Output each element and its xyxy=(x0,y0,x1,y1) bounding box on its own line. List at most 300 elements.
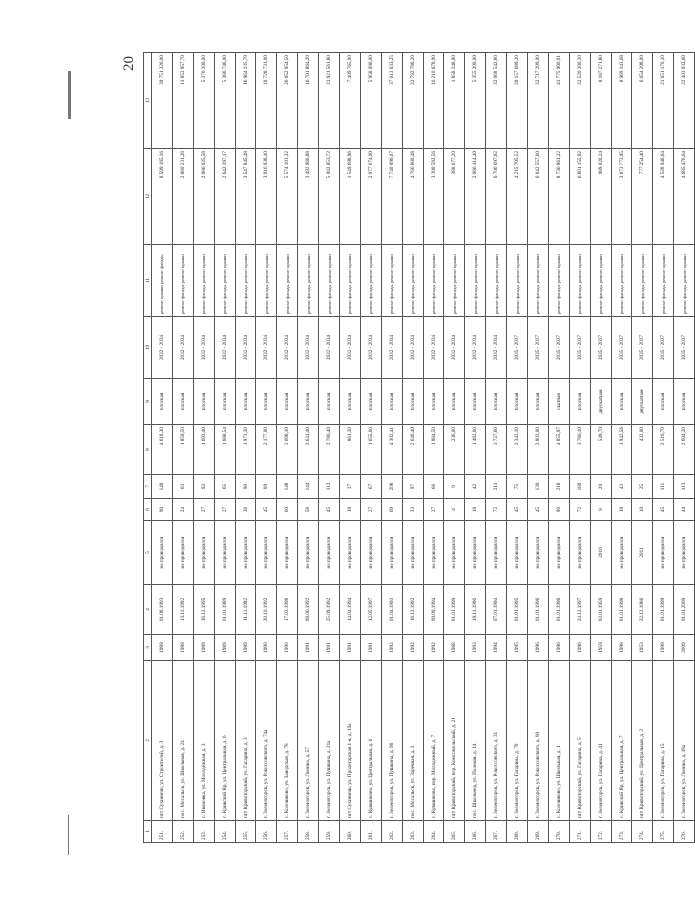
table-cell: ремонт фасада, ремонт крыши xyxy=(256,245,277,317)
table-cell: 41 775 900,91 xyxy=(548,53,569,149)
table-cell: ремонт фасада, ремонт крыши xyxy=(381,245,402,317)
table-cell: 861,30 xyxy=(340,425,361,475)
table-cell: 4 618,30 xyxy=(152,425,173,475)
table-cell: пос. Мосальск, ул. Заречная, д. 3 xyxy=(402,661,423,821)
rotated-content xyxy=(121,53,688,843)
table-cell: плоская xyxy=(486,379,507,425)
table-cell: ремонт фасада, ремонт крыши xyxy=(340,245,361,317)
table-cell: 16 964 235,70 xyxy=(235,53,256,149)
table-cell: ремонт фасада, ремонт крыши xyxy=(674,245,695,317)
table-cell: не проводился xyxy=(235,521,256,585)
table-cell: 2 343,10 xyxy=(507,425,528,475)
table-cell: плоская xyxy=(319,379,340,425)
table-cell: 26 652 954,50 xyxy=(277,53,298,149)
table-cell: 2 977 674,00 xyxy=(360,149,381,245)
table-cell: 2032 - 2034 xyxy=(152,317,173,379)
table-cell: двускатная xyxy=(632,379,653,425)
table-cell: 254. xyxy=(214,821,235,843)
table-cell: плоская xyxy=(256,379,277,425)
table-cell: 5 355 200,00 xyxy=(465,53,486,149)
table-cell: ремонт фасада, ремонт крыши xyxy=(277,245,298,317)
table-cell: 2035 - 2037 xyxy=(548,317,569,379)
table-cell: 1991 xyxy=(360,635,381,661)
table-cell: 2035 - 2037 xyxy=(674,317,695,379)
table-cell: 45 xyxy=(507,499,528,521)
table-cell: 211 xyxy=(486,475,507,499)
table-cell: 265. xyxy=(444,821,465,843)
table-cell: 27 xyxy=(423,499,444,521)
table-cell: ремонт фасада, ремонт крыши xyxy=(653,245,674,317)
table-body xyxy=(152,53,695,843)
table-cell: 1996 xyxy=(569,635,590,661)
table-cell: 22 792 788,20 xyxy=(402,53,423,149)
margin-mark-bottom xyxy=(68,815,69,855)
table-cell: 266. xyxy=(465,821,486,843)
table-cell: 275. xyxy=(653,821,674,843)
table-cell: 19.11.1996 xyxy=(465,585,486,635)
table-cell: не проводился xyxy=(423,521,444,585)
table-cell: 269. xyxy=(528,821,549,843)
table-cell: 5 376 200,00 xyxy=(193,53,214,149)
table-cell: плоская xyxy=(214,379,235,425)
table-cell: 1991 xyxy=(340,635,361,661)
table-cell: 7 740 896,07 xyxy=(381,149,402,245)
table-cell: 6 842 557,60 xyxy=(528,149,549,245)
table-cell: г. Зеленогорск, ул. Рокоссовского, д. 80 xyxy=(528,661,549,821)
margin-mark-top xyxy=(68,71,71,119)
table-cell: плоская xyxy=(152,379,173,425)
table-cell: 218 xyxy=(548,475,569,499)
table-cell: 5 002 853,72 xyxy=(319,149,340,245)
column-header-10: 10 xyxy=(144,317,152,379)
table-cell: 01.01.1995 xyxy=(507,585,528,635)
table-cell: пгт Кривоторский, пер. Комсомольский, д. 21 xyxy=(444,661,465,821)
table-cell: 32 520 200,30 xyxy=(569,53,590,149)
table-cell: 2 642 397,17 xyxy=(214,149,235,245)
table-cell: 2010 xyxy=(590,521,611,585)
table-cell: г. Зеленогорск, ул. Пушкина, д. 21а xyxy=(319,661,340,821)
table-cell: 1993 xyxy=(465,635,486,661)
table-cell: 3 390 592,56 xyxy=(423,149,444,245)
table-row xyxy=(632,53,653,843)
table-cell: 2011 xyxy=(632,521,653,585)
table-cell: 1 482,00 xyxy=(465,425,486,475)
table-cell: 44 xyxy=(674,499,695,521)
table-cell: 1 549 698,96 xyxy=(340,149,361,245)
table-cell: 16.12.1992 xyxy=(402,585,423,635)
table-cell: 4 215 705,52 xyxy=(507,149,528,245)
table-row xyxy=(674,53,695,843)
table-cell: плоская xyxy=(381,379,402,425)
table-row xyxy=(172,53,193,843)
table-row xyxy=(611,53,632,843)
table-cell: 4 528 046,64 xyxy=(653,149,674,245)
table-cell: 97 xyxy=(402,475,423,499)
table-cell: 1 942,56 xyxy=(611,425,632,475)
table-cell: 1998 xyxy=(611,635,632,661)
table-cell: плоская xyxy=(444,379,465,425)
table-cell: 11.11.1992 xyxy=(235,585,256,635)
table-cell: 4 855,97 xyxy=(548,425,569,475)
table-cell: 01.08.1993 xyxy=(152,585,173,635)
table-cell: ремонт фасада, ремонт крыши xyxy=(298,245,319,317)
table-cell: 01.01.1999 xyxy=(444,585,465,635)
table-cell: 69 xyxy=(381,499,402,521)
table-cell: 72 xyxy=(486,499,507,521)
table-cell: с. Кувшиново, ул. Центральная, д. 6 xyxy=(360,661,381,821)
table-cell: 7 409 765,00 xyxy=(340,53,361,149)
table-cell: 2032 - 2034 xyxy=(256,317,277,379)
table-cell: не проводился xyxy=(674,521,695,585)
table-cell: 180 xyxy=(569,475,590,499)
table-cell: 1994 xyxy=(486,635,507,661)
table-cell: 2009 xyxy=(674,635,695,661)
table-row xyxy=(340,53,361,843)
table-cell: 58 xyxy=(298,499,319,521)
column-header-1: 1 xyxy=(144,821,152,843)
table-cell: 2 880 231,28 xyxy=(172,149,193,245)
table-cell: 4 685 476,64 xyxy=(674,149,695,245)
table-cell: не проводился xyxy=(465,521,486,585)
table-cell: 24.12.1997 xyxy=(569,585,590,635)
table-cell: 2 604,20 xyxy=(674,425,695,475)
table-cell: 2032 - 2034 xyxy=(214,317,235,379)
table-cell: г. Зеленогорск, ул. Гагарина, д. 15 xyxy=(653,661,674,821)
table-cell: не проводился xyxy=(486,521,507,585)
table-cell: ремонт фасада, ремонт крыши xyxy=(423,245,444,317)
table-cell: 2035 - 2037 xyxy=(569,317,590,379)
table-cell: не проводился xyxy=(319,521,340,585)
table-cell: 257. xyxy=(277,821,298,843)
table-cell: 20 157 689,30 xyxy=(507,53,528,149)
table-cell: ремонт фасада, ремонт крыши xyxy=(632,245,653,317)
table-cell: 1995 xyxy=(507,635,528,661)
table-row xyxy=(298,53,319,843)
column-header-6: 6 xyxy=(144,499,152,521)
table-cell: 144 xyxy=(298,475,319,499)
table-cell: ремонт фасада, ремонт крыши xyxy=(235,245,256,317)
table-cell: г. Зеленогорск, ул. Рокоссовского, д. 74а xyxy=(256,661,277,821)
table-cell: 16 210 678,90 xyxy=(423,53,444,149)
table-cell: не проводился xyxy=(152,521,173,585)
table-cell: 262. xyxy=(381,821,402,843)
table-cell: 1989 xyxy=(172,635,193,661)
table-cell: 549,70 xyxy=(590,425,611,475)
table-row xyxy=(256,53,277,843)
table-cell: 8 599 185,16 xyxy=(152,149,173,245)
table-cell: 42 xyxy=(465,475,486,499)
table-row xyxy=(590,53,611,843)
table-cell: 27 xyxy=(193,499,214,521)
table-cell: 1992 xyxy=(423,635,444,661)
table-cell: 255. xyxy=(235,821,256,843)
table-cell: не проводился xyxy=(548,521,569,585)
table-cell: 03.01.1959 xyxy=(590,585,611,635)
table-row xyxy=(465,53,486,843)
table-cell: 260. xyxy=(340,821,361,843)
table-cell: 3 873 773,95 xyxy=(611,149,632,245)
table-cell: 4 302,41 xyxy=(381,425,402,475)
table-cell: ремонт фасада, ремонт крыши xyxy=(402,245,423,317)
table-cell: 1991 xyxy=(319,635,340,661)
table-cell: 63 xyxy=(172,475,193,499)
table-cell: 09.09.1994 xyxy=(423,585,444,635)
column-header-9: 9 xyxy=(144,379,152,425)
table-cell: 2032 - 2034 xyxy=(193,317,214,379)
table-cell: 45 xyxy=(319,499,340,521)
table-cell: 16.12.1995 xyxy=(193,585,214,635)
table-cell: 1 859,50 xyxy=(172,425,193,475)
table-cell: 1953 xyxy=(632,635,653,661)
table-cell: 5 574 101,32 xyxy=(277,149,298,245)
table-cell: пгт Кривоторский, ул. Гагарина, д. 3 xyxy=(235,661,256,821)
table-cell: 6 706 697,92 xyxy=(486,149,507,245)
table-cell: 3 641,40 xyxy=(298,425,319,475)
table-cell: 4 xyxy=(444,499,465,521)
table-cell: ремонт фасада, ремонт крыши xyxy=(444,245,465,317)
table-cell: 90 xyxy=(235,475,256,499)
table-cell: не проводился xyxy=(444,521,465,585)
table-cell: 2032 - 2034 xyxy=(486,317,507,379)
table-cell: 2035 - 2037 xyxy=(611,317,632,379)
table-cell: 6 801 155,92 xyxy=(569,149,590,245)
table-cell: с. Кувшиново, пер. Молодежный, д. 7 xyxy=(423,661,444,821)
table-cell: 1 973,30 xyxy=(235,425,256,475)
table-cell: 2035 - 2037 xyxy=(653,317,674,379)
table-cell: 148 xyxy=(277,475,298,499)
table-cell: плоская xyxy=(298,379,319,425)
table-cell: не проводился xyxy=(214,521,235,585)
table-cell: с. Кривской Яр, ул. Центральная, д. 7 xyxy=(611,661,632,821)
table-cell: плоская xyxy=(235,379,256,425)
column-header-4: 4 xyxy=(144,585,152,635)
table-cell: ремонт фасада, ремонт крыши xyxy=(360,245,381,317)
table-cell: 2032 - 2034 xyxy=(298,317,319,379)
table-cell: 130 xyxy=(528,475,549,499)
table-row xyxy=(486,53,507,843)
table-cell: не проводился xyxy=(340,521,361,585)
table-cell: 1991 xyxy=(298,635,319,661)
table-cell: г. Зеленогорск, ул. Ленина, д. 57 xyxy=(298,661,319,821)
table-cell: 67 xyxy=(360,475,381,499)
table-cell: 22 403 932,60 xyxy=(674,53,695,149)
table-cell: плоская xyxy=(674,379,695,425)
table-cell: с. Ивановка, ул. Молодёжная, д. 3 xyxy=(193,661,214,821)
table-cell: 777 254,40 xyxy=(632,149,653,245)
table-cell: 149 xyxy=(152,475,173,499)
table-cell: 18 xyxy=(611,499,632,521)
table-cell: 1996 xyxy=(528,635,549,661)
table-cell: 1 692,40 xyxy=(193,425,214,475)
table-cell: 18 728 731,00 xyxy=(256,53,277,149)
table-row xyxy=(235,53,256,843)
table-cell: 45 xyxy=(256,499,277,521)
table-cell: ремонт фасада, ремонт крыши xyxy=(465,245,486,317)
table-cell: плоская xyxy=(340,379,361,425)
table-cell: ремонт фасада, ремонт крыши xyxy=(590,245,611,317)
table-cell: 1992 xyxy=(381,635,402,661)
table-row xyxy=(653,53,674,843)
table-cell: 60 xyxy=(277,499,298,521)
table-cell: 1 668,54 xyxy=(214,425,235,475)
table-cell: 72 xyxy=(569,499,590,521)
table-cell: 272. xyxy=(590,821,611,843)
table-cell: 25 xyxy=(632,475,653,499)
table-cell: 1999 xyxy=(653,635,674,661)
table-cell: 261. xyxy=(360,821,381,843)
table-cell: пгт Кривоторский, ул. Центральная, д. 2 xyxy=(632,661,653,821)
table-cell: 6 654 298,00 xyxy=(632,53,653,149)
table-row xyxy=(507,53,528,843)
table-cell: 253. xyxy=(193,821,214,843)
table-row xyxy=(569,53,590,843)
table-cell: не проводился xyxy=(381,521,402,585)
table-cell: 2032 - 2034 xyxy=(172,317,193,379)
table-cell: 2 666 414,40 xyxy=(465,149,486,245)
table-cell: 32 717 209,00 xyxy=(528,53,549,149)
table-cell: не проводился xyxy=(256,521,277,585)
table-row xyxy=(444,53,465,843)
table-cell: ремонт фасада, ремонт крыши xyxy=(611,245,632,317)
table-cell: 8 187 271,80 xyxy=(590,53,611,149)
table-cell: пгт Сухиничи, ул. Пролетарская 1-я, д. 10а xyxy=(340,661,361,821)
table-cell: 39 751 226,90 xyxy=(152,53,173,149)
table-row xyxy=(381,53,402,843)
table-cell: не проводился xyxy=(528,521,549,585)
table-cell: 251. xyxy=(152,821,173,843)
table-cell: 75 xyxy=(507,475,528,499)
table-row xyxy=(360,53,381,843)
table-cell: не проводился xyxy=(277,521,298,585)
table-cell: плоская xyxy=(528,379,549,425)
table-cell: г. Зеленогорск, ул. Гагарина, д. 41 xyxy=(590,661,611,821)
table-cell: ремонт крыши ремонт фасада, xyxy=(152,245,173,317)
column-header-12: 12 xyxy=(144,149,152,245)
table-cell: 388 677,20 xyxy=(444,149,465,245)
table-cell: 66 xyxy=(423,475,444,499)
table-cell: 1959 xyxy=(590,635,611,661)
table-cell: 1 884,50 xyxy=(423,425,444,475)
table-cell: 5 958 096,00 xyxy=(360,53,381,149)
table-cell: 18 xyxy=(340,499,361,521)
table-cell: 270. xyxy=(548,821,569,843)
table-cell: 13.11.1992 xyxy=(172,585,193,635)
table-cell: 1990 xyxy=(277,635,298,661)
table-cell: 2032 - 2034 xyxy=(381,317,402,379)
housing-repair-table xyxy=(143,52,695,843)
table-cell: 2032 - 2034 xyxy=(465,317,486,379)
table-cell: 1 858 248,00 xyxy=(444,53,465,149)
table-cell: ремонт фасада, ремонт крыши xyxy=(528,245,549,317)
table-cell: 2 886 625,58 xyxy=(193,149,214,245)
table-cell: 1 655,00 xyxy=(360,425,381,475)
table-cell: 2032 - 2034 xyxy=(277,317,298,379)
table-row xyxy=(423,53,444,843)
table-cell: 07.01.1994 xyxy=(486,585,507,635)
table-cell: 3 547 845,48 xyxy=(235,149,256,245)
table-cell: плоская xyxy=(611,379,632,425)
table-cell: не проводился xyxy=(298,521,319,585)
table-row xyxy=(528,53,549,843)
table-cell: с. Колошково, ул. Школьная, д. 1 xyxy=(548,661,569,821)
table-cell: 258. xyxy=(298,821,319,843)
table-cell: 01.01.1999 xyxy=(653,585,674,635)
table-cell: 4 766 800,48 xyxy=(402,149,423,245)
table-cell: 65 xyxy=(214,475,235,499)
table-cell: 90 xyxy=(548,499,569,521)
table-cell: плоская xyxy=(423,379,444,425)
table-cell: 2 786,40 xyxy=(319,425,340,475)
page-number: 20 xyxy=(121,56,137,71)
table-cell: 36 xyxy=(235,499,256,521)
table-cell: 09.06.1992 xyxy=(298,585,319,635)
table-cell: 01.01.1996 xyxy=(548,585,569,635)
table-cell: не проводился xyxy=(569,521,590,585)
table-cell: 90 xyxy=(152,499,173,521)
table-cell: 45 xyxy=(653,499,674,521)
table-cell: 264. xyxy=(423,821,444,843)
table-cell: 2032 - 2034 xyxy=(444,317,465,379)
table-cell: 1989 xyxy=(235,635,256,661)
table-row xyxy=(319,53,340,843)
table-cell: не проводился xyxy=(507,521,528,585)
table-cell: 208 xyxy=(381,475,402,499)
table-cell: 989 020,24 xyxy=(590,149,611,245)
table-cell: 1989 xyxy=(214,635,235,661)
table-row xyxy=(193,53,214,843)
table-cell: плоская xyxy=(402,379,423,425)
table-cell: пгт Кривоторский, ул. Гагарина, д. 5 xyxy=(569,661,590,821)
table-row xyxy=(277,53,298,843)
table-cell: 2032 - 2034 xyxy=(423,317,444,379)
table-cell: 01.04.1993 xyxy=(381,585,402,635)
table-cell: 1990 xyxy=(256,635,277,661)
header-row xyxy=(144,53,152,843)
table-cell: 1989 xyxy=(152,635,173,661)
table-cell: 01.01.1998 xyxy=(611,585,632,635)
table-cell: не проводился xyxy=(193,521,214,585)
table-cell: 01.01.1996 xyxy=(528,585,549,635)
table-cell: 3 727,60 xyxy=(486,425,507,475)
table-cell: 2035 - 2037 xyxy=(507,317,528,379)
table-cell: 2032 - 2034 xyxy=(319,317,340,379)
table-cell: 236,00 xyxy=(444,425,465,475)
table-cell: 2032 - 2034 xyxy=(235,317,256,379)
table-cell: 45 xyxy=(528,499,549,521)
table-cell: 18 xyxy=(465,499,486,521)
table-row xyxy=(402,53,423,843)
table-cell: 89 xyxy=(256,475,277,499)
table-cell: г. Зеленогорск, ул. Рокоссовского, д. 31 xyxy=(486,661,507,821)
column-header-8: 8 xyxy=(144,425,152,475)
table-cell: 92 xyxy=(193,475,214,499)
table-cell: 32 068 542,80 xyxy=(486,53,507,149)
table-cell: 259. xyxy=(319,821,340,843)
table-cell: 274. xyxy=(632,821,653,843)
table-cell: двускатная xyxy=(590,379,611,425)
table-cell: 113 xyxy=(674,475,695,499)
table-cell: 2 177,00 xyxy=(256,425,277,475)
table-cell: с. Колошково, ул. Заводская, д. 78 xyxy=(277,661,298,821)
table-row xyxy=(548,53,569,843)
table-cell: 10 xyxy=(632,499,653,521)
table-cell: плоская xyxy=(653,379,674,425)
table-cell: 1989 xyxy=(193,635,214,661)
column-header-7: 7 xyxy=(144,475,152,499)
table-cell: ремонт фасада, ремонт крыши xyxy=(486,245,507,317)
table-row xyxy=(152,53,173,843)
table-cell: ремонт фасада, ремонт крыши xyxy=(507,245,528,317)
